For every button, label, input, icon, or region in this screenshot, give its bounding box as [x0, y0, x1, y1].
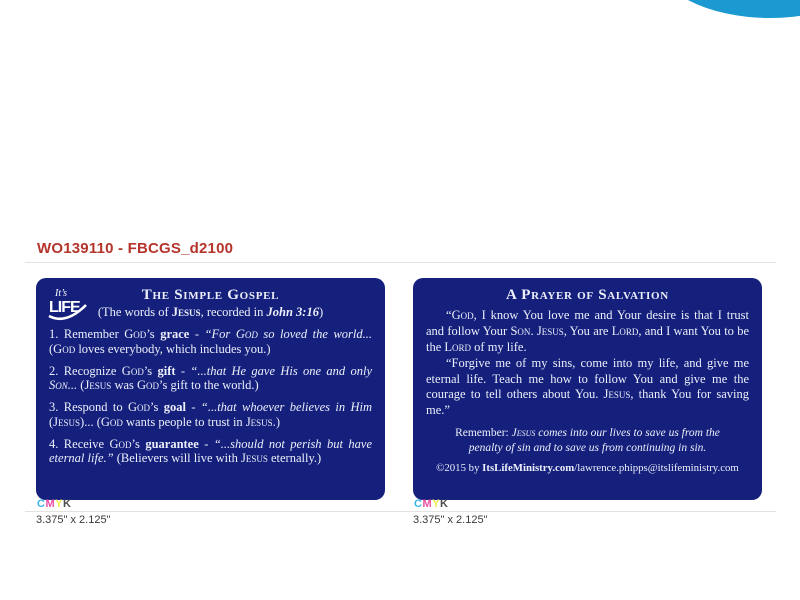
card-title-simple-gospel: The Simple Gospel — [141, 287, 280, 303]
gospel-point-2: 2. Recognize God’s gift - “...that He gave His one and only Son... (Jesus was God’s gift to the world.) — [49, 363, 372, 393]
size-label-left: 3.375" x 2.125" — [36, 514, 111, 526]
copyright-line: ©2015 by ItsLifeMinistry.com/lawrence.phipps@itslifeministry.com — [436, 461, 739, 474]
cmyk-y: Y — [55, 498, 63, 510]
gospel-card-front — [36, 278, 385, 500]
cmyk-y: Y — [432, 498, 440, 510]
cmyk-c: C — [414, 498, 423, 510]
prayer-paragraph-1: “God, I know You love me and Your desire is that I trust and follow Your Son. Jesus, You are Lord, and I want You to be the Lord of my life. — [426, 308, 750, 354]
cmyk-m: M — [45, 498, 56, 510]
its-life-logo — [46, 285, 88, 325]
svg-text:LIFE: LIFE — [49, 299, 80, 316]
top-divider — [25, 262, 776, 263]
color-bar-right — [414, 498, 448, 510]
cmyk-c: C — [37, 498, 46, 510]
bottom-divider — [25, 511, 776, 512]
prayer-text — [413, 304, 762, 474]
svg-text:It’s: It’s — [55, 288, 68, 299]
gospel-point-1: 1. Remember God’s grace - “For God so loved the world... (God loves everybody, which includes you.) — [49, 327, 372, 356]
cmyk-m: M — [422, 498, 433, 510]
cmyk-k: K — [62, 498, 72, 510]
work-order-title: WO139110 - FBCGS_d2100 — [37, 240, 234, 257]
remember-note: Remember: Jesus comes into our lives to save us from the penalty of sin and to save us from continuing in sin. — [455, 427, 720, 454]
gospel-point-4: 4. Receive God’s guarantee - “...should not perish but have eternal life.” (Believers will live with Jesus eternally.) — [49, 436, 372, 466]
cmyk-k: K — [439, 498, 449, 510]
prayer-paragraph-2: “Forgive me of my sins, come into my life, and give me eternal life. Teach me how to follow You and give me the courage to tell others about You. Jesus, thank You for saving me.” — [426, 355, 749, 418]
color-bar-left — [37, 498, 71, 510]
size-label-right: 3.375" x 2.125" — [413, 514, 488, 526]
card-title-prayer-of-salvation: A Prayer of Salvation — [506, 287, 669, 303]
gospel-point-3: 3. Respond to God’s goal - “...that whoever believes in Him (Jesus)... (God wants people to trust in Jesus.) — [49, 400, 372, 429]
corner-ellipse-decoration — [655, 0, 800, 18]
prayer-card-back — [413, 278, 762, 500]
gospel-points — [36, 320, 385, 466]
card-subtitle-john-316: (The words of Jesus, recorded in John 3:16) — [97, 305, 324, 319]
